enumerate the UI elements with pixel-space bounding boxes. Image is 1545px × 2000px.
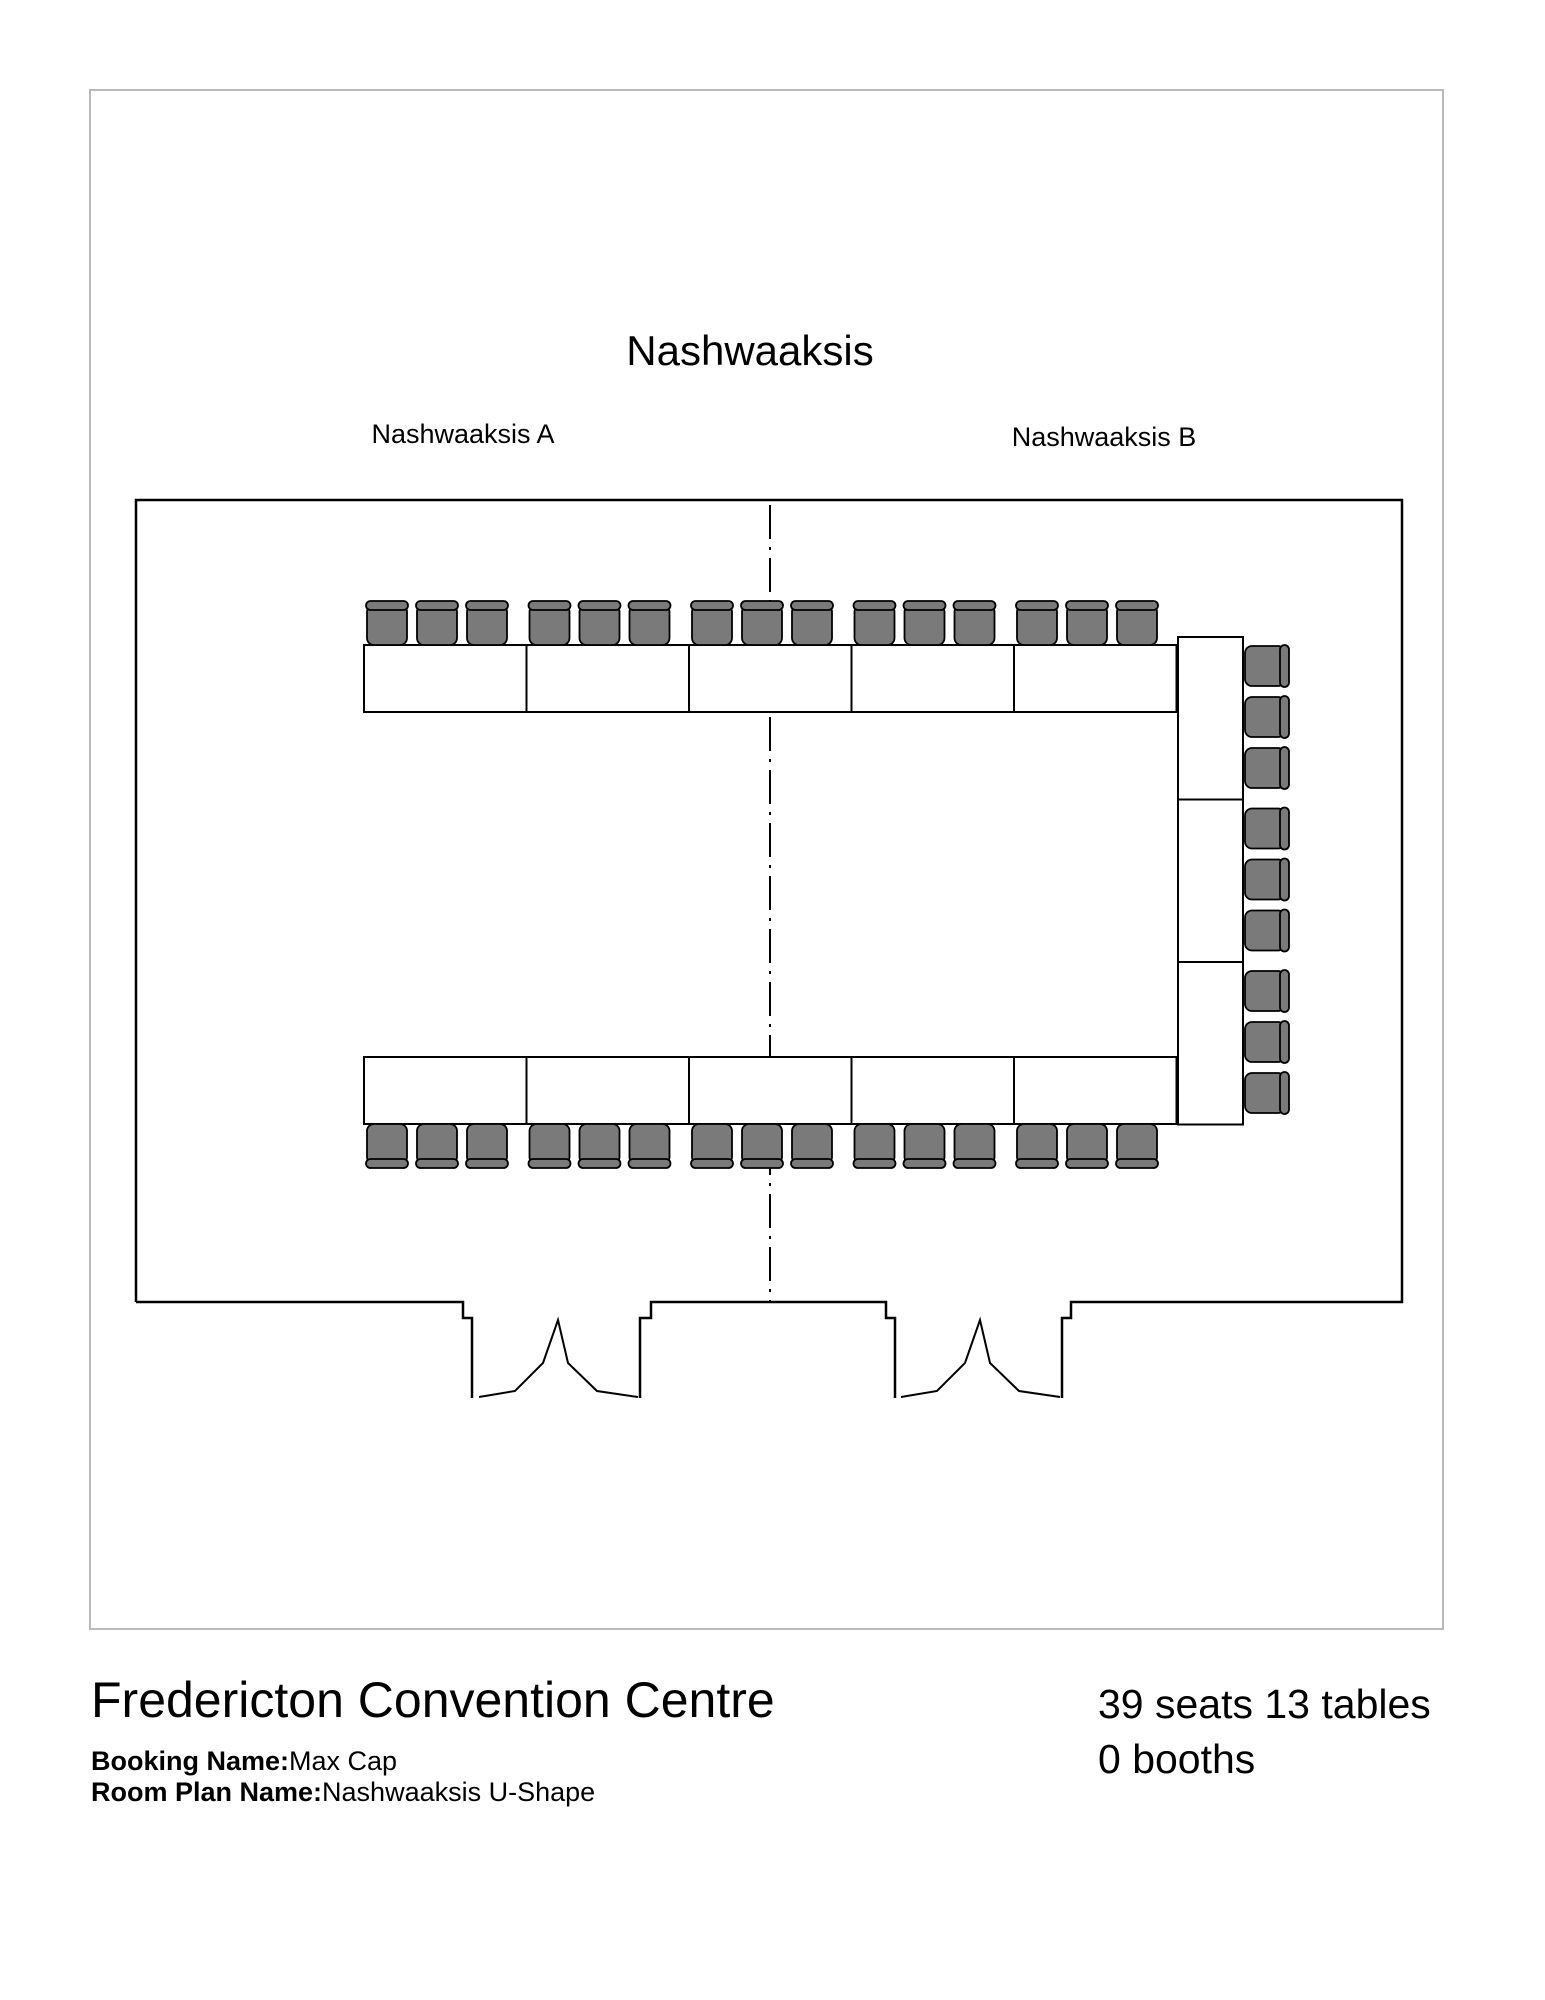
chair-seat	[1245, 1073, 1285, 1113]
chair-back	[741, 1159, 783, 1168]
room-plan-name-label: Room Plan Name:	[91, 1777, 323, 1807]
chair-seat	[692, 1124, 732, 1164]
chair-seat	[905, 605, 945, 645]
bottom-row-chair	[579, 1124, 621, 1168]
chair-seat	[630, 605, 670, 645]
chair-back	[1280, 808, 1289, 850]
top-row-chair	[854, 601, 896, 645]
seat-table-count: 39 seats 13 tables	[1098, 1681, 1431, 1727]
bottom-row-chair	[691, 1124, 733, 1168]
side-column-chair	[1245, 747, 1289, 789]
chair-back	[1280, 747, 1289, 789]
chair-back	[854, 601, 896, 610]
chair-back	[954, 601, 996, 610]
door-right	[901, 1320, 1060, 1397]
top-row-table	[1014, 645, 1177, 712]
top-row-chair	[954, 601, 996, 645]
chair-seat	[1245, 860, 1285, 900]
room-plan-name	[91, 1776, 595, 1808]
chair-seat	[580, 605, 620, 645]
chair-seat	[1017, 605, 1057, 645]
side-column-chair	[1245, 808, 1289, 850]
chair-back	[1066, 601, 1108, 610]
chair-seat	[467, 605, 507, 645]
bottom-row-chair	[1016, 1124, 1058, 1168]
top-row-chair	[629, 601, 671, 645]
bottom-row-chair	[416, 1124, 458, 1168]
side-column-chair	[1245, 859, 1289, 901]
chair-back	[629, 1159, 671, 1168]
top-row-table	[527, 645, 690, 712]
chair-seat	[1245, 748, 1285, 788]
chair-seat	[1117, 1124, 1157, 1164]
chair-back	[1280, 859, 1289, 901]
chair-seat	[1067, 605, 1107, 645]
chair-seat	[367, 605, 407, 645]
chair-seat	[1245, 809, 1285, 849]
chair-seat	[580, 1124, 620, 1164]
chair-back	[904, 601, 946, 610]
venue-name: Fredericton Convention Centre	[91, 1672, 775, 1728]
chair-back	[1116, 601, 1158, 610]
top-row-table	[852, 645, 1015, 712]
bottom-row-chair	[529, 1124, 571, 1168]
chair-seat	[1245, 646, 1285, 686]
chair-seat	[742, 1124, 782, 1164]
bottom-row-chair	[366, 1124, 408, 1168]
chair-back	[1280, 910, 1289, 952]
bottom-row-chair	[741, 1124, 783, 1168]
top-row-chair	[904, 601, 946, 645]
chair-back	[1280, 1072, 1289, 1114]
chair-seat	[955, 1124, 995, 1164]
side-table	[1178, 962, 1243, 1125]
bottom-row-table	[364, 1057, 527, 1124]
side-column-chair	[1245, 645, 1289, 687]
chair-back	[691, 1159, 733, 1168]
top-row-chair	[416, 601, 458, 645]
bottom-row-chair	[629, 1124, 671, 1168]
chair-seat	[1245, 697, 1285, 737]
tables-group	[364, 637, 1243, 1125]
chair-back	[366, 1159, 408, 1168]
bottom-row-table	[852, 1057, 1015, 1124]
bottom-row-chair	[854, 1124, 896, 1168]
booking-name	[91, 1745, 397, 1777]
chair-seat	[792, 1124, 832, 1164]
chair-back	[466, 1159, 508, 1168]
chair-back	[791, 1159, 833, 1168]
booth-count: 0 booths	[1098, 1736, 1256, 1782]
chair-back	[1066, 1159, 1108, 1168]
top-row-chair	[579, 601, 621, 645]
bottom-row-table	[1014, 1057, 1177, 1124]
chair-back	[579, 1159, 621, 1168]
chair-back	[1280, 1021, 1289, 1063]
chair-back	[1016, 601, 1058, 610]
chair-back	[854, 1159, 896, 1168]
chair-seat	[367, 1124, 407, 1164]
side-column-chair	[1245, 696, 1289, 738]
room-plan-name-value: Nashwaaksis U-Shape	[322, 1777, 596, 1807]
chair-back	[1016, 1159, 1058, 1168]
chair-seat	[630, 1124, 670, 1164]
side-column-chair	[1245, 1021, 1289, 1063]
chair-seat	[692, 605, 732, 645]
chair-seat	[530, 1124, 570, 1164]
bottom-row-table	[689, 1057, 852, 1124]
section-b-label: Nashwaaksis B	[1011, 422, 1197, 452]
top-row-chair	[691, 601, 733, 645]
chair-seat	[467, 1124, 507, 1164]
chair-back	[1116, 1159, 1158, 1168]
booking-name-value: Max Cap	[289, 1746, 398, 1776]
chair-seat	[1017, 1124, 1057, 1164]
chair-seat	[905, 1124, 945, 1164]
bottom-row-chair	[1116, 1124, 1158, 1168]
chair-back	[1280, 645, 1289, 687]
chair-back	[629, 601, 671, 610]
chair-seat	[742, 605, 782, 645]
chair-back	[416, 601, 458, 610]
door-left	[479, 1320, 638, 1397]
chair-back	[904, 1159, 946, 1168]
section-a-label: Nashwaaksis A	[371, 419, 555, 449]
chair-seat	[417, 1124, 457, 1164]
chair-back	[579, 601, 621, 610]
top-row-chair	[1016, 601, 1058, 645]
top-row-table	[364, 645, 527, 712]
top-row-chair	[1116, 601, 1158, 645]
chair-back	[366, 601, 408, 610]
top-row-chair	[1066, 601, 1108, 645]
chair-back	[954, 1159, 996, 1168]
top-row-chair	[466, 601, 508, 645]
side-column-chair	[1245, 1072, 1289, 1114]
chair-seat	[855, 1124, 895, 1164]
top-row-chair	[791, 601, 833, 645]
chair-back	[1280, 696, 1289, 738]
room-title: Nashwaaksis	[626, 327, 874, 374]
chair-seat	[1117, 605, 1157, 645]
side-column-chair	[1245, 910, 1289, 952]
top-row-chair	[366, 601, 408, 645]
chair-back	[466, 601, 508, 610]
top-row-chair	[529, 601, 571, 645]
chair-seat	[955, 605, 995, 645]
chair-seat	[1245, 1022, 1285, 1062]
chair-back	[741, 601, 783, 610]
booking-name-label: Booking Name:	[91, 1746, 290, 1776]
bottom-row-chair	[904, 1124, 946, 1168]
chair-back	[529, 601, 571, 610]
chair-seat	[417, 605, 457, 645]
bottom-row-table	[527, 1057, 690, 1124]
chair-back	[529, 1159, 571, 1168]
chair-back	[691, 601, 733, 610]
top-row-chair	[741, 601, 783, 645]
chair-back	[416, 1159, 458, 1168]
bottom-row-chair	[791, 1124, 833, 1168]
chair-seat	[530, 605, 570, 645]
bottom-row-chair	[466, 1124, 508, 1168]
side-table	[1178, 637, 1243, 800]
chair-seat	[855, 605, 895, 645]
top-row-table	[689, 645, 852, 712]
chair-back	[1280, 970, 1289, 1012]
chair-seat	[792, 605, 832, 645]
chair-seat	[1245, 971, 1285, 1011]
chair-seat	[1245, 911, 1285, 951]
chair-seat	[1067, 1124, 1107, 1164]
side-table	[1178, 800, 1243, 963]
side-column-chair	[1245, 970, 1289, 1012]
bottom-row-chair	[1066, 1124, 1108, 1168]
chair-back	[791, 601, 833, 610]
bottom-row-chair	[954, 1124, 996, 1168]
